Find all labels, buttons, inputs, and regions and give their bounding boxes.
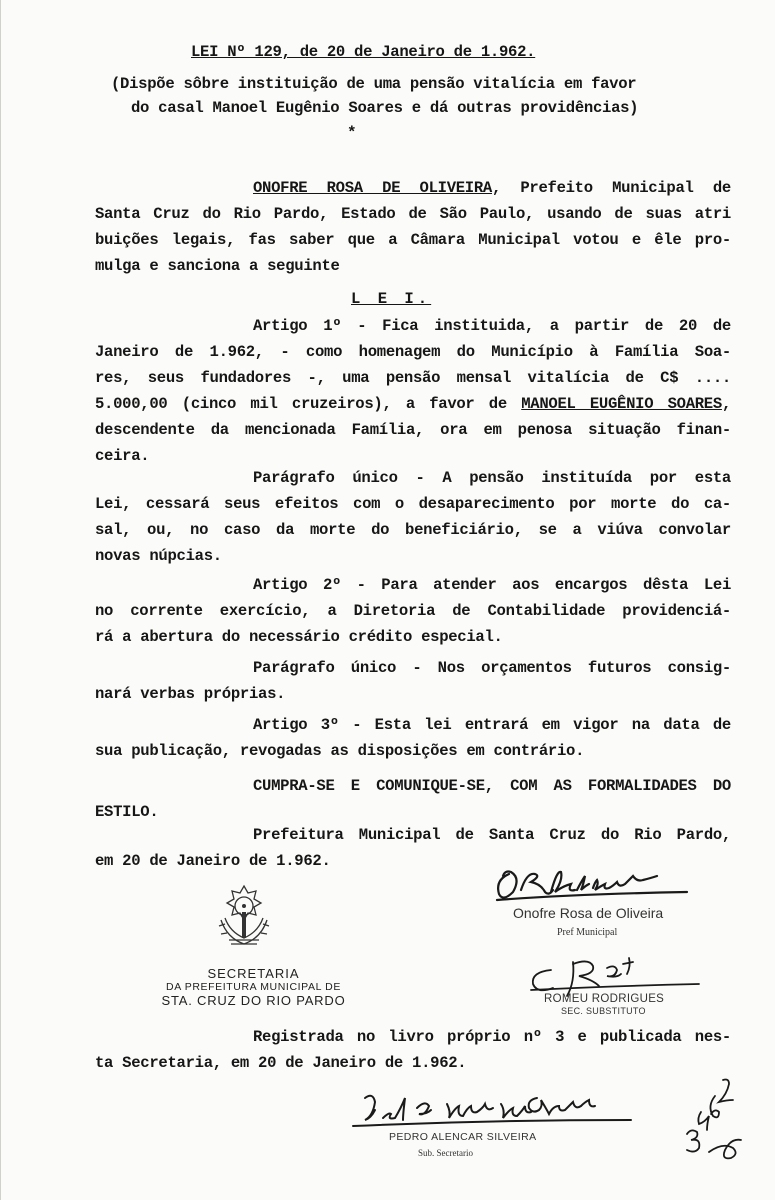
artigo-3-line-2: sua publicação, revogadas as disposições em contrário. bbox=[95, 742, 585, 760]
lei-heading: L E I. bbox=[351, 290, 432, 308]
paragrafo-unico-2 bbox=[95, 655, 731, 707]
artigo-3 bbox=[95, 712, 731, 764]
paragrafo-1-line-1: Parágrafo único - A pensão instituída por esta bbox=[253, 469, 731, 487]
cumpra-se bbox=[95, 773, 731, 825]
artigo-1-line-4-pre: 5.000,00 (cinco mil cruzeiros), a favor de bbox=[95, 395, 522, 413]
stamp-line-2: DA PREFEITURA MUNICIPAL DE bbox=[166, 981, 341, 993]
artigo-2-line-2: no corrente exercício, a Diretoria de Contabilidade providenciá- bbox=[95, 602, 731, 620]
artigo-1-line-1: Artigo 1º - Fica instituida, a partir de 20 de bbox=[253, 317, 731, 335]
local-line-2: em 20 de Janeiro de 1.962. bbox=[95, 852, 331, 870]
registro bbox=[95, 1024, 731, 1076]
preamble-line-4: mulga e sanciona a seguinte bbox=[95, 257, 340, 275]
artigo-1-line-6: ceira. bbox=[95, 447, 150, 465]
preamble-line-1 bbox=[95, 175, 731, 201]
paragrafo-1-line-2: Lei, cessará seus efeitos com o desaparecimento por morte do ca- bbox=[95, 495, 731, 513]
subtitle-line-1: (Dispõe sôbre instituição de uma pensão vitalícia em favor bbox=[111, 75, 637, 93]
mayor-name-underlined: ONOFRE ROSA DE OLIVEIRA bbox=[253, 179, 492, 197]
preamble bbox=[95, 175, 731, 279]
preamble-line-1-rest: , Prefeito Municipal de bbox=[492, 179, 731, 197]
asterisk-mark: * bbox=[347, 124, 357, 142]
coat-of-arms-seal-icon bbox=[211, 882, 277, 952]
paragrafo-unico-1 bbox=[95, 465, 731, 569]
paragrafo-2-line-2: nará verbas próprias. bbox=[95, 685, 286, 703]
secretary-substitute-name: ROMEU RODRIGUES bbox=[544, 993, 665, 1005]
stamp-line-3: STA. CRUZ DO RIO PARDO bbox=[161, 993, 346, 1008]
artigo-2-line-3: rá a abertura do necessário crédito especial. bbox=[95, 628, 503, 646]
paragrafo-1-line-4: novas núpcias. bbox=[95, 547, 222, 565]
stamp-line-1: SECRETARIA bbox=[207, 966, 300, 981]
subtitle-line-2: do casal Manoel Eugênio Soares e dá outras providências) bbox=[131, 99, 639, 117]
handwritten-margin-note bbox=[679, 1072, 759, 1162]
mayor-title: Pref Municipal bbox=[557, 927, 618, 938]
artigo-1-line-5: descendente da mencionada Família, ora em penosa situação finan- bbox=[95, 421, 731, 439]
secretary-substitute-title: SEC. SUBSTITUTO bbox=[561, 1006, 646, 1016]
registro-line-2: ta Secretaria, em 20 de Janeiro de 1.962. bbox=[95, 1054, 467, 1072]
artigo-1-line-4 bbox=[95, 391, 731, 417]
artigo-2-line-1: Artigo 2º - Para atender aos encargos dêsta Lei bbox=[253, 576, 731, 594]
paragrafo-1-line-3: sal, ou, no caso da morte do beneficiário, se a viúva convolar bbox=[95, 521, 731, 539]
paragrafo-2-line-1: Parágrafo único - Nos orçamentos futuros consig- bbox=[253, 659, 731, 677]
registro-line-1: Registrada no livro próprio nº 3 e publicada nes- bbox=[253, 1028, 731, 1046]
mayor-handwritten-signature bbox=[487, 862, 699, 908]
sub-secretary-signature bbox=[351, 1088, 641, 1136]
cumpra-line-2: ESTILO. bbox=[95, 803, 159, 821]
artigo-1-line-2: Janeiro de 1.962, - como homenagem do Município à Família Soa- bbox=[95, 343, 731, 361]
law-title: LEI Nº 129, de 20 de Janeiro de 1.962. bbox=[191, 43, 536, 61]
artigo-1 bbox=[95, 313, 731, 469]
artigo-1-line-3: res, seus fundadores -, uma pensão mensal vitalícia de C$ .... bbox=[95, 369, 731, 387]
sub-secretary-name: PEDRO ALENCAR SILVEIRA bbox=[389, 1131, 537, 1143]
local-line-1: Prefeitura Municipal de Santa Cruz do Rio Pardo, bbox=[253, 826, 731, 844]
cumpra-line-1: CUMPRA-SE E COMUNIQUE-SE, COM AS FORMALIDADES DO bbox=[253, 777, 731, 795]
artigo-2 bbox=[95, 572, 731, 650]
beneficiary-name-underlined: MANOEL EUGÊNIO SOARES bbox=[521, 395, 722, 413]
artigo-1-line-4-post: , bbox=[721, 395, 731, 413]
preamble-line-3: buições legais, fas saber que a Câmara Municipal votou e êle pro- bbox=[95, 231, 731, 249]
secretaria-stamp bbox=[146, 966, 361, 1008]
mayor-name-script: Onofre Rosa de Oliveira bbox=[513, 905, 664, 921]
preamble-line-2: Santa Cruz do Rio Pardo, Estado de São Paulo, usando de suas atri bbox=[95, 205, 731, 223]
artigo-3-line-1: Artigo 3º - Esta lei entrará em vigor na data de bbox=[253, 716, 731, 734]
sub-secretary-title: Sub. Secretario bbox=[418, 1148, 473, 1158]
